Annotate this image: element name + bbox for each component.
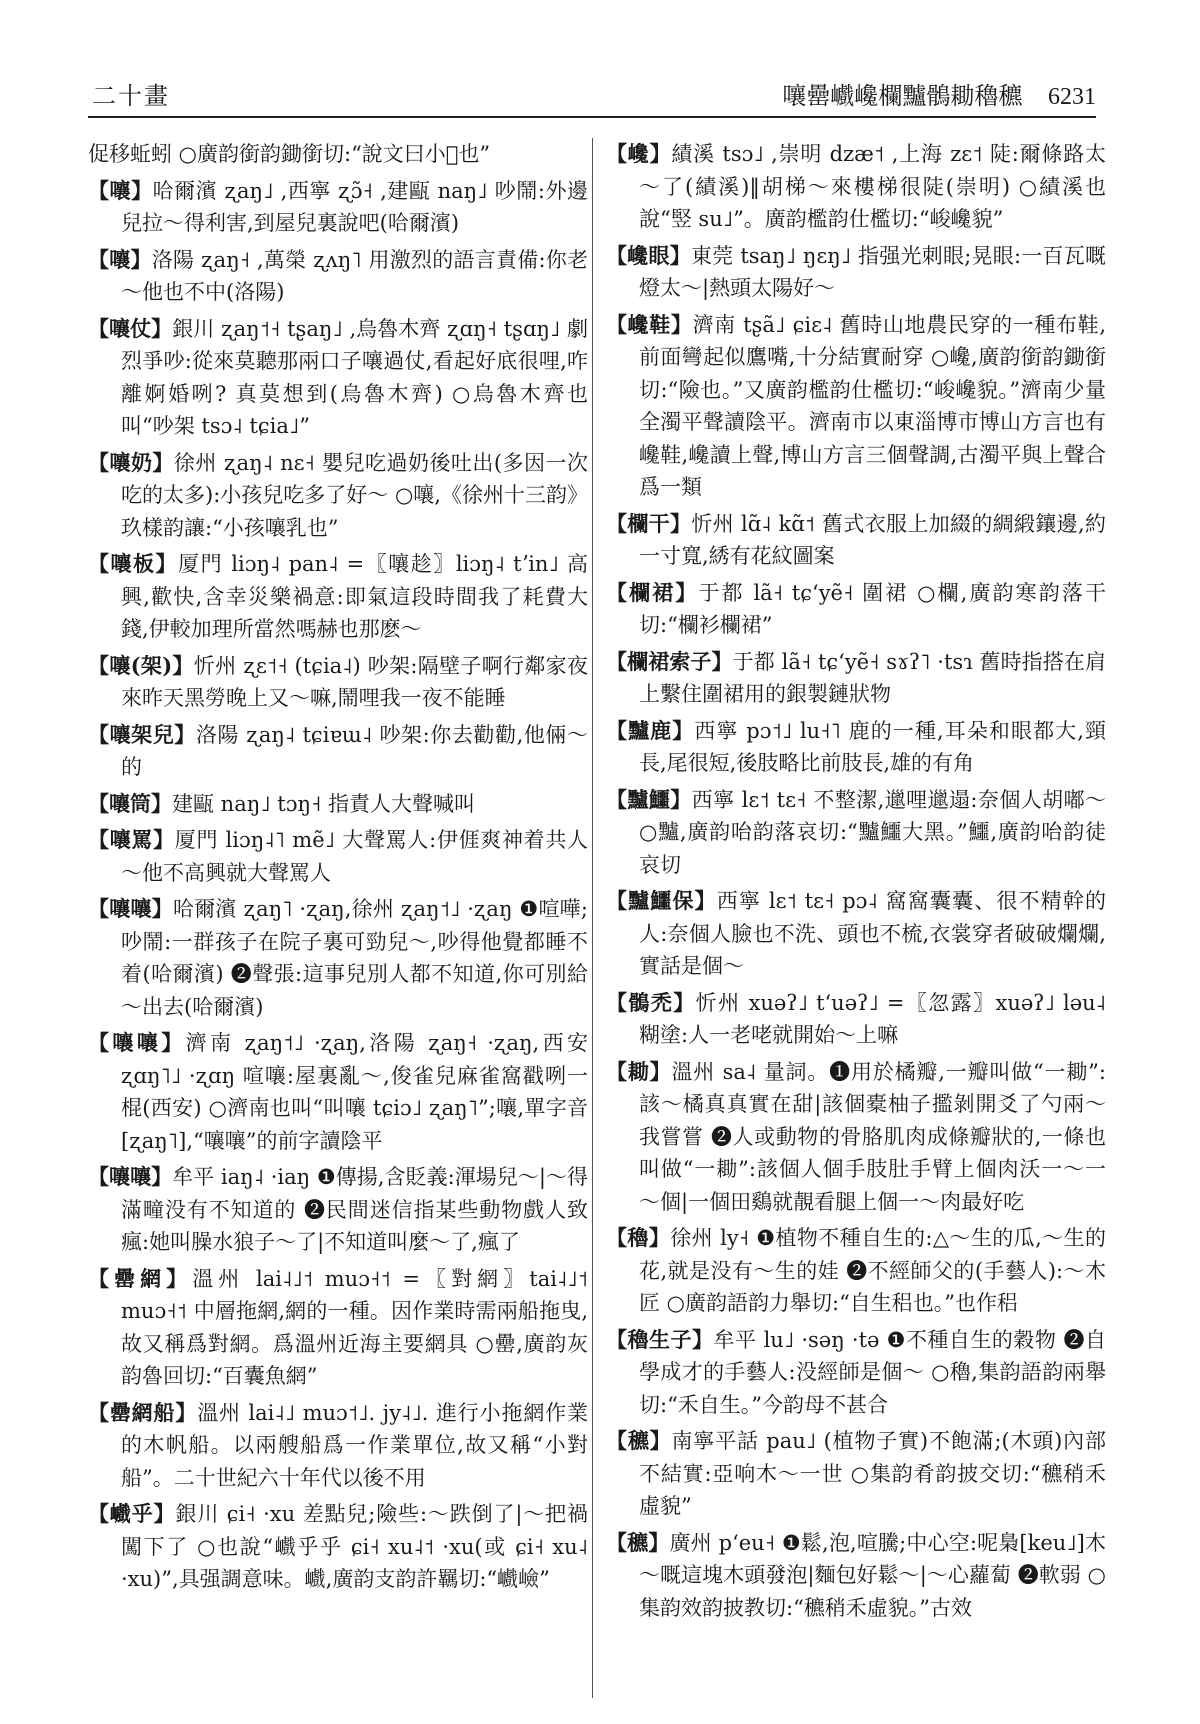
section-title: 二十畫: [92, 82, 170, 110]
left-column: [88, 138, 588, 1708]
entry-headword: 【巉眼】: [606, 242, 691, 268]
entry-definition: 牟平 lu˩ ·səŋ ·tə ❶不種自生的穀物 ❷自學成才的手藝人:没經師是個～ ○穭,集韵語韵兩舉切:“禾自生。”今韵母不甚合: [639, 1327, 1106, 1417]
entry-definition: 洛陽 ʐaŋ˨ tɕiɐɯ˨ 吵架:你去勸勸,他倆～的: [121, 722, 588, 779]
running-head: [782, 76, 1096, 111]
entry-headword: 【嚷(架)】: [88, 652, 194, 678]
entry-headword: 【巉鞋】: [606, 311, 693, 337]
dictionary-entry: [88, 1397, 588, 1495]
entry-headword: 【嚷嚷】: [88, 1030, 186, 1055]
page-number: 6231: [1048, 84, 1096, 110]
entry-headword: 【嚷罵】: [88, 827, 175, 852]
entry-definition: 西寧 pɔ˦˩ lu˧˥ 鹿的一種,耳朵和眼都大,頸長,尾很短,後肢略比前肢長,雄的有角: [639, 718, 1106, 775]
entry-definition: 溫州 sa˨ 量詞。❶用於橘瓣,一瓣叫做“一耡”:該～橘真真實在甜|該個橐柚子㩜剝開爻了勺兩～我嘗嘗 ❷人或動物的骨胳肌肉成條瓣狀的,一條也叫做“一耡”:該個人個手肢肚手臂上個肉沃一～一～個|一個田鷄就靚看腿上個一～肉最好吃: [639, 1059, 1106, 1214]
entry-definition: 于都 lã˧ tɕʻyẽ˧ sɤʔ˥ ·tsɿ 舊時指搭在肩上繫住圍裙用的銀製鏈狀物: [639, 649, 1106, 706]
entry-headword: 【穭生子】: [606, 1326, 714, 1352]
right-column: [606, 138, 1106, 1708]
dictionary-entry: [606, 885, 1106, 983]
dictionary-entry: [88, 650, 588, 715]
entry-definition: 于都 lã˧ tɕʻyẽ˧ 圍裙 ○欄,廣韵寒韵落干切:“欄衫欄裙”: [639, 580, 1106, 637]
dictionary-entry: [88, 893, 588, 1023]
entry-headword: 【嚷嚷】: [88, 896, 173, 921]
entry-headword: 【罍網】: [88, 1265, 193, 1291]
entry-definition: 牟平 iaŋ˨ ·iaŋ ❶傳揚,含貶義:渾場兒～|～得滿疃没有不知道的 ❷民間迷信指某些動物戲人致瘋:她叫臊水狼子～了|不知道叫麼～了,瘋了: [121, 1165, 588, 1254]
dictionary-entry: [88, 1161, 588, 1259]
entry-headword: 【巇乎】: [88, 1501, 176, 1526]
entry-definition: 東莞 tsaŋ˩ ŋɛŋ˩ 指强光刺眼;晃眼:一百瓦嘅燈太～|熱頭太陽好～: [639, 243, 1106, 300]
entry-definition: 銀川 ʐaŋ˦˧ tʂaŋ˩ ,烏魯木齊 ʐɑŋ˧ tʂɑŋ˩ 劇烈爭吵:從來莫聽那兩口子嚷過仗,看起好底很哩,咋離婀婚咧? 真莫想到(烏魯木齊) ○烏魯木齊也叫“吵架 tsɔ˨ tɕia˩”: [121, 316, 588, 438]
entry-definition: 洛陽 ʐaŋ˧ ,萬榮 ʐʌŋ˥ 用激烈的語言責備:你老～他也不中(洛陽): [121, 247, 588, 304]
entry-definition: 建甌 naŋ˩ tɔŋ˧ 指責人大聲喊叫: [172, 791, 476, 816]
entry-headword: 【黸鱷保】: [606, 888, 717, 913]
entry-definition: 濟南 ʐaŋ˦˩ ·ʐaŋ,洛陽 ʐaŋ˧ ·ʐaŋ,西安 ʐɑŋ˥˩ ·ʐɑŋ 喧嚷:屋裏亂～,俊雀兒麻雀窩戳咧一棍(西安) ○濟南也叫“叫嚷 tɕiɔ˩ ʐaŋ˥”;嚷,單字音[ʐaŋ˥],“嚷嚷”的前字讀陰平: [121, 1031, 588, 1153]
dictionary-entry: [88, 824, 588, 889]
entry-definition: 溫州 lai˨˩ muɔ˦˩. jy˨˩. 進行小拖網作業的木帆船。以兩艘船爲一作業單位,故又稱“小對船”。二十世紀六十年代以後不用: [121, 1400, 588, 1490]
dictionary-entry: [88, 313, 588, 443]
entry-definition: 厦門 liɔŋ˨ pan˨ =〖嚷趁〗liɔŋ˨ tʼin˩ 高興,歡快,含幸災樂禍意:即氣這段時間我了耗費大錢,伊較加理所當然嗎赫也那麽～: [121, 552, 588, 641]
entry-definition: 厦門 liɔŋ˨˥ mẽ˩ 大聲罵人:伊𠊎爽神着共人～他不高興就大聲罵人: [121, 828, 588, 885]
dictionary-entry: [606, 1425, 1106, 1523]
entry-definition: 哈爾濱 ʐaŋ˥ ·ʐaŋ,徐州 ʐaŋ˦˩ ·ʐaŋ ❶喧嘩;吵鬧:一群孩子在院子裏可勁兒～,吵得他覺都睡不着(哈爾濱) ❷聲張:這事兒別人都不知道,你可別給～出去(哈爾濱): [121, 897, 588, 1019]
entry-headword: 【耡】: [606, 1058, 672, 1084]
dictionary-entry: [606, 577, 1106, 642]
dictionary-entry: [606, 987, 1106, 1052]
entry-headword: 【嚷筒】: [88, 790, 172, 816]
entry-definition: 濟南 tʂã˩ ɕiɛ˨ 舊時山地農民穿的一種布鞋,前面彎起似鷹嘴,十分結實耐穿 ○巉,廣韵銜韵鋤銜切:“險也。”又廣韵檻韵仕檻切:“峻巉貌。”濟南少量全濁平聲讀陰平。濟南市以東淄博市博山方言也有巉鞋,巉讀上聲,博山方言三個聲調,古濁平與上聲合爲一類: [639, 312, 1106, 499]
dictionary-entry: [606, 784, 1106, 882]
dictionary-entry: [88, 447, 588, 545]
dictionary-entry: [606, 1056, 1106, 1219]
dictionary-entry: [606, 1527, 1106, 1625]
dictionary-entry: [88, 1498, 588, 1596]
entry-headword: 【穮】: [606, 1428, 672, 1453]
entry-headword: 【穮】: [606, 1529, 670, 1555]
dictionary-entry: [606, 240, 1106, 305]
dictionary-entry: [88, 719, 588, 784]
entry-headword: 【欄干】: [606, 510, 692, 536]
dictionary-entry: [88, 244, 588, 309]
dictionary-entry: [606, 715, 1106, 780]
entry-definition: 忻州 ʐɛ˦˧ (tɕia˨) 吵架:隔壁子啊行鄰家夜來昨天黑勞晚上又～嘛,鬧哩我一夜不能睡: [121, 653, 588, 710]
entry-definition: 西寧 lɛ˦ tɛ˧ 不整潔,邋哩邋遢:奈個人胡嘟～ ○黸,廣韵咍韵落哀切:“黸鱷大黑。”鱷,廣韵咍韵徒哀切: [639, 787, 1106, 877]
entry-definition: 南寧平話 pau˩ (植物子實)不飽滿;(木頭)內部不結實:亞响木～一世 ○集韵肴韵披交切:“穮稍禾虛貌”: [639, 1429, 1106, 1518]
entry-headword: 【黸鹿】: [606, 717, 695, 743]
entry-headword: 【鶻禿】: [606, 989, 696, 1015]
entry-headword: 【嚷奶】: [88, 449, 174, 475]
dictionary-entry: [606, 138, 1106, 236]
dictionary-entry: [606, 1324, 1106, 1422]
dictionary-entry: [88, 788, 588, 821]
entry-definition: 忻州 xuəʔ˩ tʻuəʔ˩ =〖忽露〗xuəʔ˩ ləu˨ 糊塗:人一老咾就開始～上嘛: [639, 990, 1106, 1047]
entry-headword: 【穭】: [606, 1225, 671, 1250]
dictionary-entry: [606, 309, 1106, 504]
entry-headword: 【嚷嚷】: [88, 1164, 173, 1189]
dictionary-entry: [88, 138, 588, 171]
dictionary-entry: [88, 1263, 588, 1393]
entry-definition: 西寧 lɛ˦ tɛ˧ pɔ˨ 窩窩囊囊、很不精幹的人:奈個人臉也不洗、頭也不梳,衣裳穿者破破爛爛,實話是個～: [639, 889, 1106, 978]
entry-definition: 促移蚯蚓 ○廣韵銜韵鋤銜切:“說文曰小𡁾也”: [88, 142, 491, 166]
entry-definition: 廣州 pʻeu˧ ❶鬆,泡,喧騰;中心空:呢梟[keu˩]木～嘅這塊木頭發泡|麵包好鬆～|～心蘿蔔 ❷軟弱 ○集韵效韵披教切:“穮稍禾虛貌。”古效: [639, 1530, 1106, 1620]
dictionary-entry: [606, 508, 1106, 573]
entry-headword: 【巉】: [606, 141, 672, 166]
entry-headword: 【黸鱷】: [606, 786, 692, 812]
entry-definition: 績溪 tsɔ˩ ,崇明 dzæ˦ ,上海 zɛ˦ 陡:爾條路太～了(績溪)‖胡梯～來樓梯很陡(崇明) ○績溪也說“竪 su˩”。廣韵檻韵仕檻切:“峻巉貌”: [639, 142, 1106, 231]
headword-range: 嚷罍巇巉欄黸鶻耡穭穮: [782, 82, 1023, 110]
entry-definition: 銀川 ɕi˧ ·xu 差點兒;險些:～跌倒了|～把禍闖下了 ○也說“巇乎乎 ɕi˧ xu˨˦ ·xu(或 ɕi˧ xu˨ ·xu)”,具强調意味。巇,廣韵支韵許羈切:“巇嶮”: [121, 1502, 588, 1591]
dictionary-entry: [88, 1027, 588, 1157]
dictionary-entry: [606, 646, 1106, 711]
dictionary-entry: [88, 548, 588, 646]
entry-headword: 【欄裙】: [606, 579, 699, 605]
entry-definition: 忻州 lɑ̃˨ kɑ̃˦ 舊式衣服上加綴的綢緞鑲邊,約一寸寬,綉有花紋圖案: [639, 511, 1106, 568]
entry-headword: 【嚷】: [88, 246, 152, 272]
entry-definition: 哈爾濱 ʐaŋ˩ ,西寧 ʐɔ̃˧ ,建甌 naŋ˩ 吵鬧:外邊兒拉～得利害,到屋兒裏說吧(哈爾濱): [121, 178, 588, 235]
entry-headword: 【嚷架兒】: [88, 721, 196, 747]
entry-headword: 【嚷仗】: [88, 315, 173, 341]
entry-definition: 徐州 ʐaŋ˨ nɛ˧ 嬰兒吃過奶後吐出(多因一次吃的太多):小孩兒吃多了好～ ○嚷,《徐州十三韵》玖樣韵讓:“小孩嚷乳也”: [121, 450, 588, 540]
dictionary-entry: [88, 175, 588, 240]
entry-headword: 【欄裙索子】: [606, 648, 733, 674]
entry-definition: 徐州 ly˧ ❶植物不種自生的:△～生的瓜,～生的花,就是没有～生的娃 ❷不經師父的(手藝人):～木匠 ○廣韵語韵力舉切:“自生稆也。”也作稆: [639, 1226, 1106, 1315]
entry-headword: 【嚷板】: [88, 551, 179, 576]
entry-headword: 【嚷】: [88, 177, 153, 203]
entry-definition: 溫州 lai˨˩˦ muɔ˧˦ =〖對網〗tai˨˩˦ muɔ˧˦ 中層拖網,網的一種。因作業時需兩船拖曳,故又稱爲對網。爲溫州近海主要網具 ○罍,廣韵灰韵魯回切:“百囊魚網”: [121, 1266, 588, 1388]
column-divider: [592, 138, 593, 1698]
entry-headword: 【罍網船】: [88, 1399, 198, 1425]
page-header: [88, 66, 1096, 118]
dictionary-entry: [606, 1222, 1106, 1320]
